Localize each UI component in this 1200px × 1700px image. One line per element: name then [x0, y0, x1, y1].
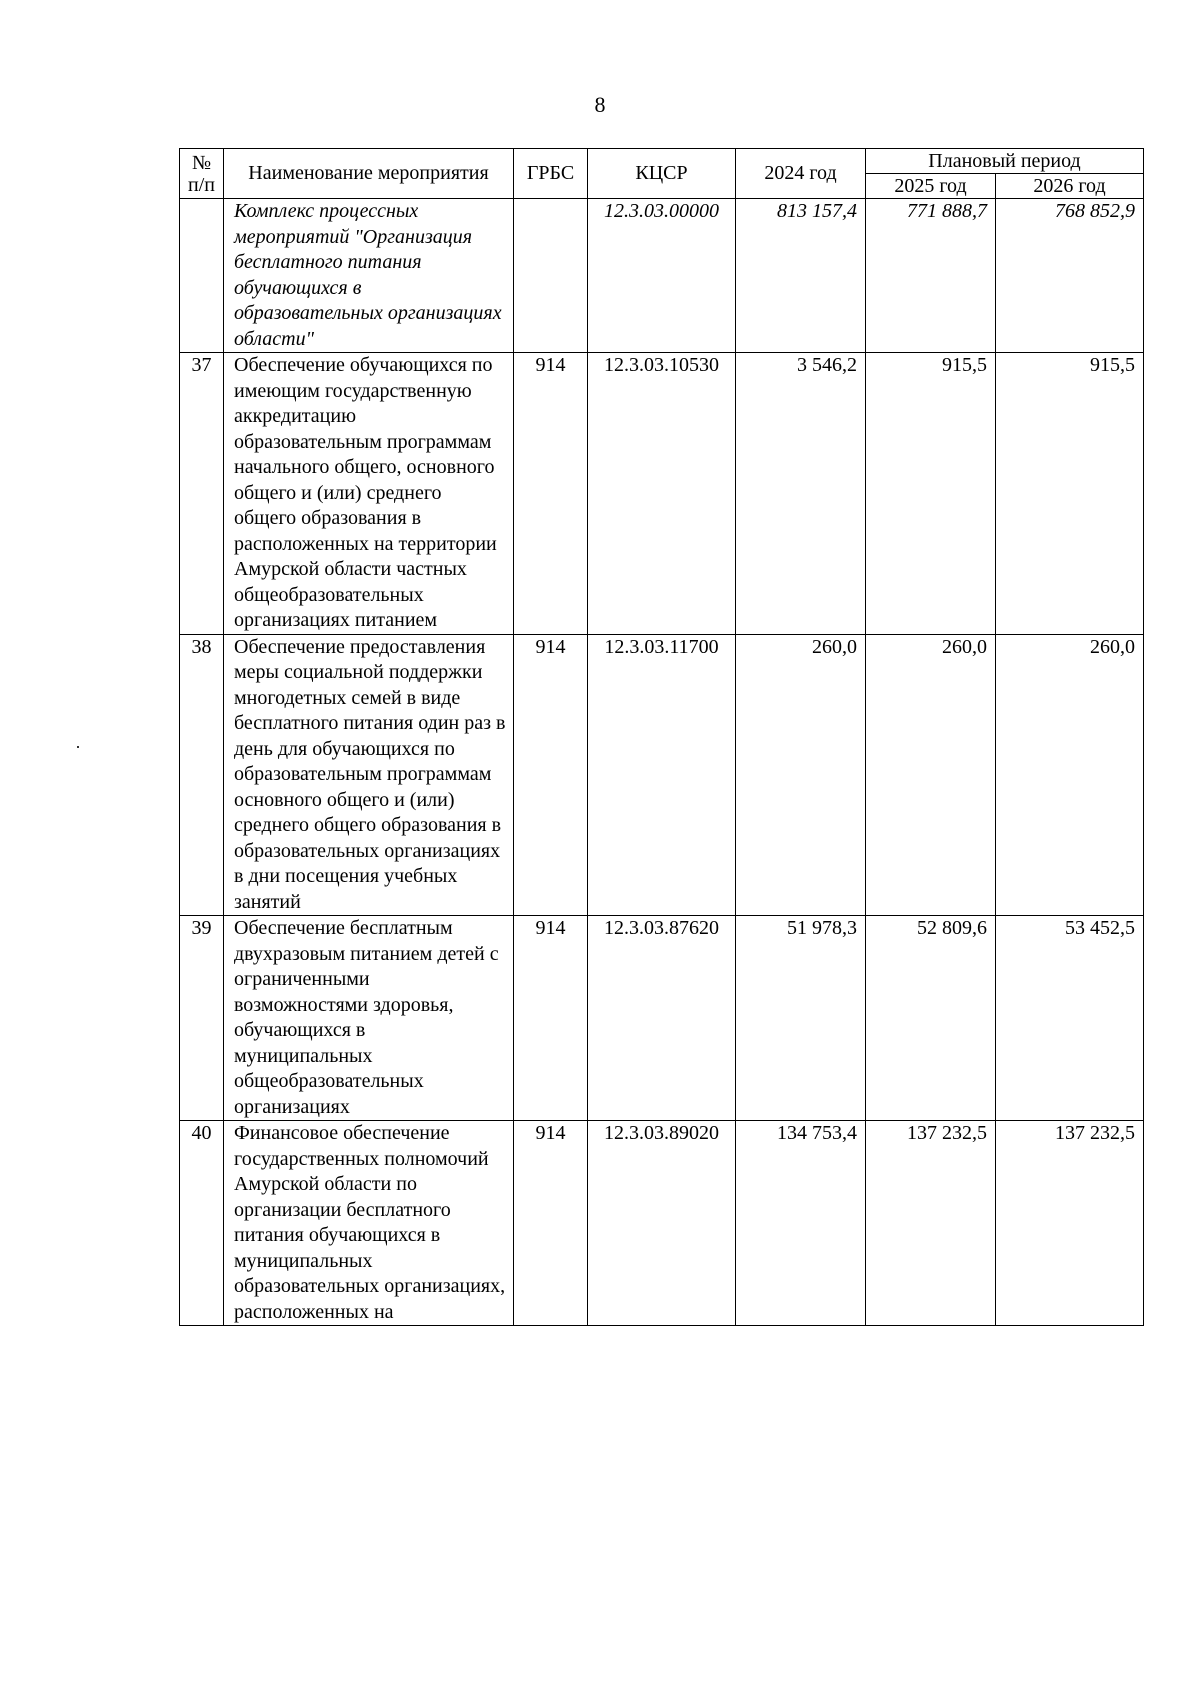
- cell-2026: 137 232,5: [996, 1121, 1144, 1326]
- cell-kcsr: 12.3.03.87620: [588, 916, 736, 1121]
- cell-2024: 51 978,3: [736, 916, 866, 1121]
- header-grbs: ГРБС: [514, 149, 588, 199]
- budget-table: [179, 148, 1144, 1326]
- cell-2024: 134 753,4: [736, 1121, 866, 1326]
- cell-name: Комплекс процессных мероприятий "Организация бесплатного питания обучающихся в образовательных организациях области": [224, 199, 514, 353]
- cell-name: Обеспечение обучающихся по имеющим государственную аккредитацию образовательным программам начального общего, основного общего и (или) среднего общего образования в расположенных на территории Амурской области частных общеобразовательных организациях питанием: [224, 353, 514, 635]
- header-kcsr: КЦСР: [588, 149, 736, 199]
- header-planned-period: Плановый период: [866, 149, 1144, 174]
- cell-kcsr: 12.3.03.11700: [588, 634, 736, 916]
- header-row: [180, 149, 1144, 174]
- header-2026: 2026 год: [996, 174, 1144, 199]
- cell-name: Финансовое обеспечение государственных полномочий Амурской области по организации бесплатного питания обучающихся в муниципальных образовательных организациях, расположенных на: [224, 1121, 514, 1326]
- cell-2025: 260,0: [866, 634, 996, 916]
- cell-2024: 813 157,4: [736, 199, 866, 353]
- cell-num: 39: [180, 916, 224, 1121]
- header-num: № п/п: [180, 149, 224, 199]
- cell-num: 37: [180, 353, 224, 635]
- cell-2025: 915,5: [866, 353, 996, 635]
- cell-num: 40: [180, 1121, 224, 1326]
- table-row-40: [180, 1121, 1144, 1326]
- page-number: 8: [594, 92, 606, 117]
- cell-2025: 771 888,7: [866, 199, 996, 353]
- cell-kcsr: 12.3.03.10530: [588, 353, 736, 635]
- cell-grbs: 914: [514, 353, 588, 635]
- header-2025: 2025 год: [866, 174, 996, 199]
- cell-grbs: 914: [514, 634, 588, 916]
- cell-kcsr: 12.3.03.00000: [588, 199, 736, 353]
- cell-grbs: 914: [514, 916, 588, 1121]
- cell-grbs: 914: [514, 1121, 588, 1326]
- cell-2024: 260,0: [736, 634, 866, 916]
- cell-num: 38: [180, 634, 224, 916]
- cell-name: Обеспечение предоставления меры социальной поддержки многодетных семей в виде бесплатного питания один раз в день для обучающихся по образовательным программам основного общего и (или) среднего общего образования в образовательных организациях в дни посещения учебных занятий: [224, 634, 514, 916]
- scan-speck: [77, 746, 79, 748]
- cell-2026: 260,0: [996, 634, 1144, 916]
- table-row-37: [180, 353, 1144, 635]
- cell-num: [180, 199, 224, 353]
- cell-2024: 3 546,2: [736, 353, 866, 635]
- cell-2025: 52 809,6: [866, 916, 996, 1121]
- header-2024: 2024 год: [736, 149, 866, 199]
- cell-2026: 53 452,5: [996, 916, 1144, 1121]
- cell-2026: 915,5: [996, 353, 1144, 635]
- cell-2025: 137 232,5: [866, 1121, 996, 1326]
- cell-name: Обеспечение бесплатным двухразовым питанием детей с ограниченными возможностями здоровья, обучающихся в муниципальных общеобразовательных организациях: [224, 916, 514, 1121]
- header-name: Наименование мероприятия: [224, 149, 514, 199]
- cell-kcsr: 12.3.03.89020: [588, 1121, 736, 1326]
- cell-grbs: [514, 199, 588, 353]
- cell-2026: 768 852,9: [996, 199, 1144, 353]
- table-row-39: [180, 916, 1144, 1121]
- table-row-38: [180, 634, 1144, 916]
- table-row-complex: [180, 199, 1144, 353]
